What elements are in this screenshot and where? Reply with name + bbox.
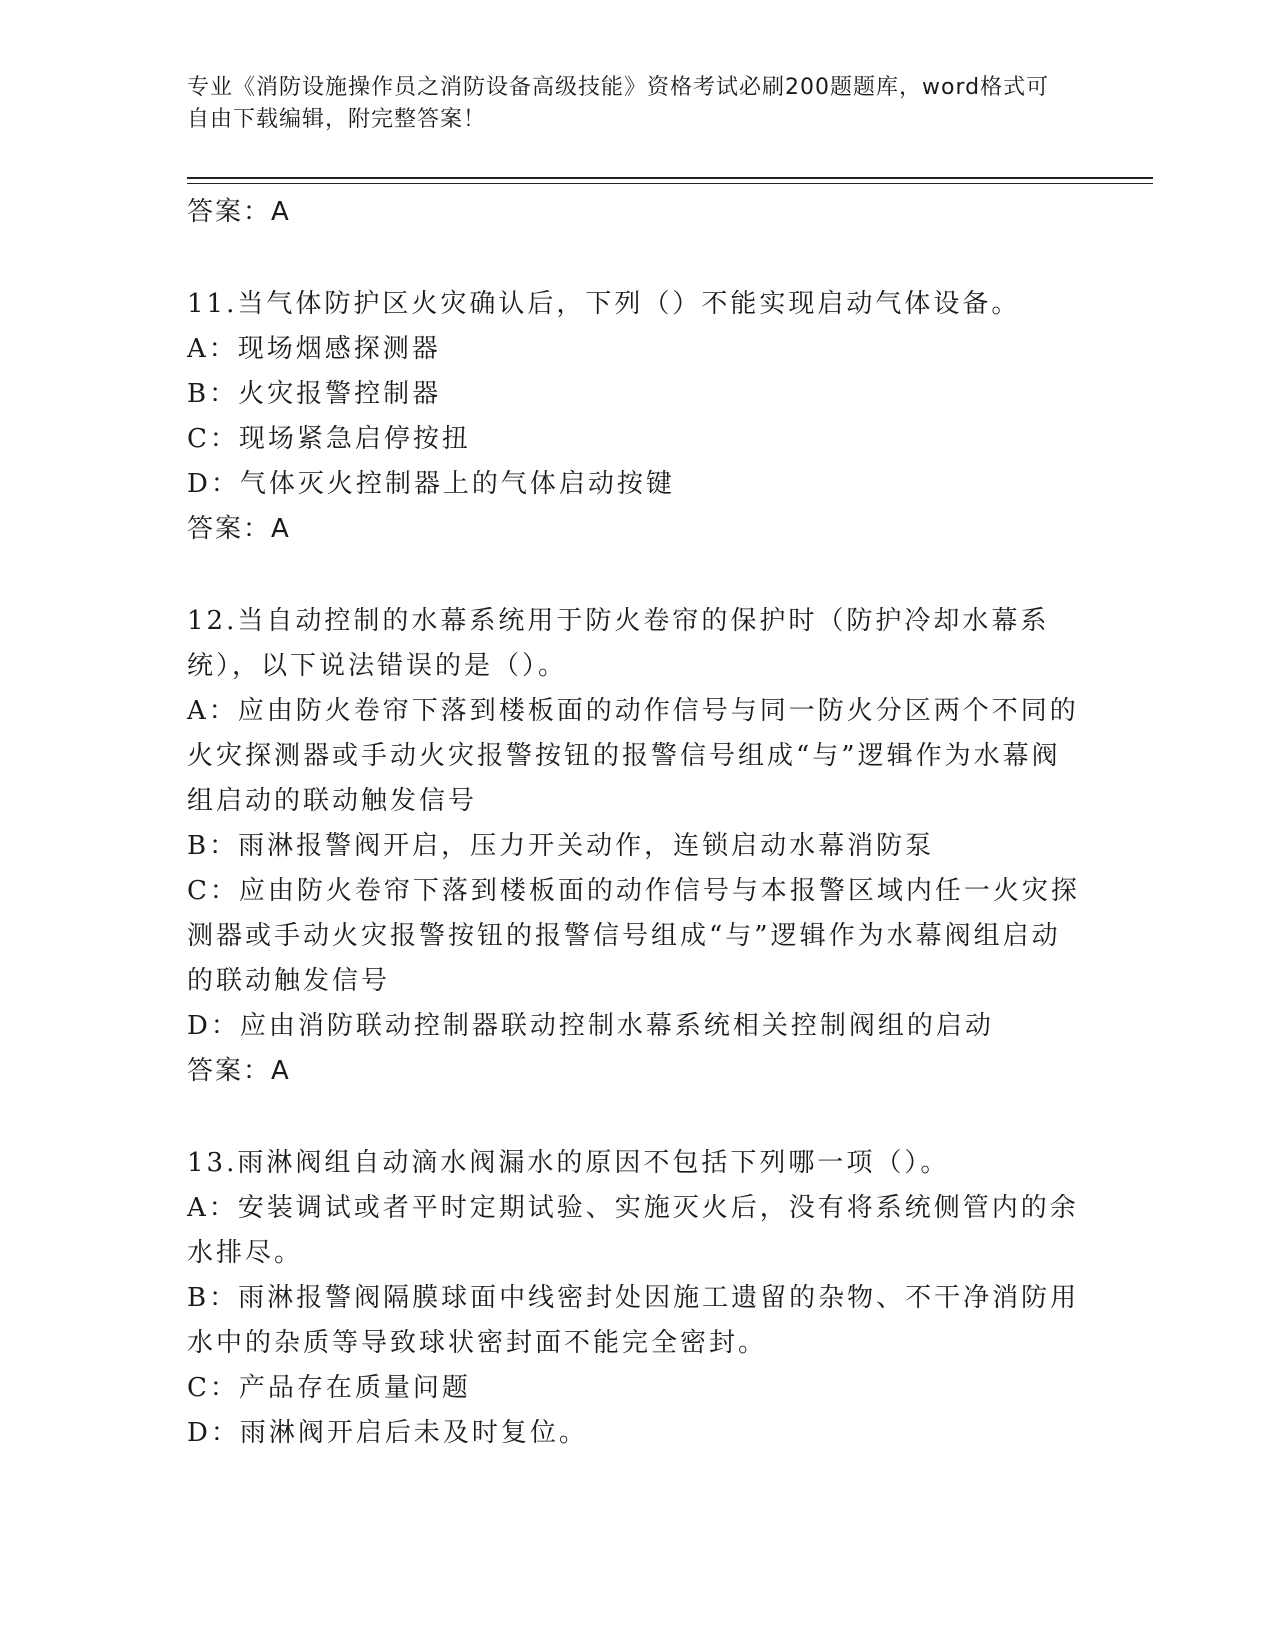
answer-line: 答案：A: [187, 514, 291, 544]
answer-line: 答案：A: [187, 1056, 291, 1086]
question-stem: 13.雨淋阀组自动滴水阀漏水的原因不包括下列哪一项（）。: [187, 1148, 950, 1178]
option-c: C：现场紧急启停按扭: [187, 424, 471, 454]
option-b: B：雨淋报警阀隔膜球面中线密封处因施工遗留的杂物、不干净消防用水中的杂质等导致球状密封面不能完全密封。: [187, 1283, 1080, 1358]
header-rule-thick: [187, 177, 1153, 179]
option-d: D：雨淋阀开启后未及时复位。: [187, 1418, 588, 1448]
option-a: A：安装调试或者平时定期试验、实施灭火后，没有将系统侧管内的余水排尽。: [187, 1193, 1079, 1268]
option-a: A：应由防火卷帘下落到楼板面的动作信号与同一防火分区两个不同的火灾探测器或手动火灾报警按钮的报警信号组成“与”逻辑作为水幕阀组启动的联动触发信号: [187, 696, 1079, 816]
option-b: B：雨淋报警阀开启，压力开关动作，连锁启动水幕消防泵: [187, 831, 935, 861]
document-header: 专业《消防设施操作员之消防设备高级技能》资格考试必刷200题题库，word格式可自由下载编辑，附完整答案！: [187, 75, 1050, 132]
question-11: [187, 282, 1087, 552]
option-a: A：现场烟感探测器: [187, 334, 441, 364]
document-body: [187, 190, 1087, 1456]
question-stem: 12.当自动控制的水幕系统用于防火卷帘的保护时（防护冷却水幕系统），以下说法错误的是（）。: [187, 606, 1050, 681]
option-d: D：应由消防联动控制器联动控制水幕系统相关控制阀组的启动: [187, 1011, 994, 1041]
option-c: C：应由防火卷帘下落到楼板面的动作信号与本报警区域内任一火灾探测器或手动火灾报警按钮的报警信号组成“与”逻辑作为水幕阀组启动的联动触发信号: [187, 876, 1080, 996]
option-b: B：火灾报警控制器: [187, 379, 442, 409]
option-c: C：产品存在质量问题: [187, 1373, 471, 1403]
option-d: D：气体灭火控制器上的气体启动按键: [187, 469, 675, 499]
header-rule-thin: [187, 183, 1153, 184]
question-stem: 11.当气体防护区火灾确认后，下列（）不能实现启动气体设备。: [187, 289, 1021, 319]
question-12: [187, 599, 1087, 1094]
question-13: [187, 1141, 1087, 1456]
answer-line: 答案：A: [187, 197, 291, 227]
